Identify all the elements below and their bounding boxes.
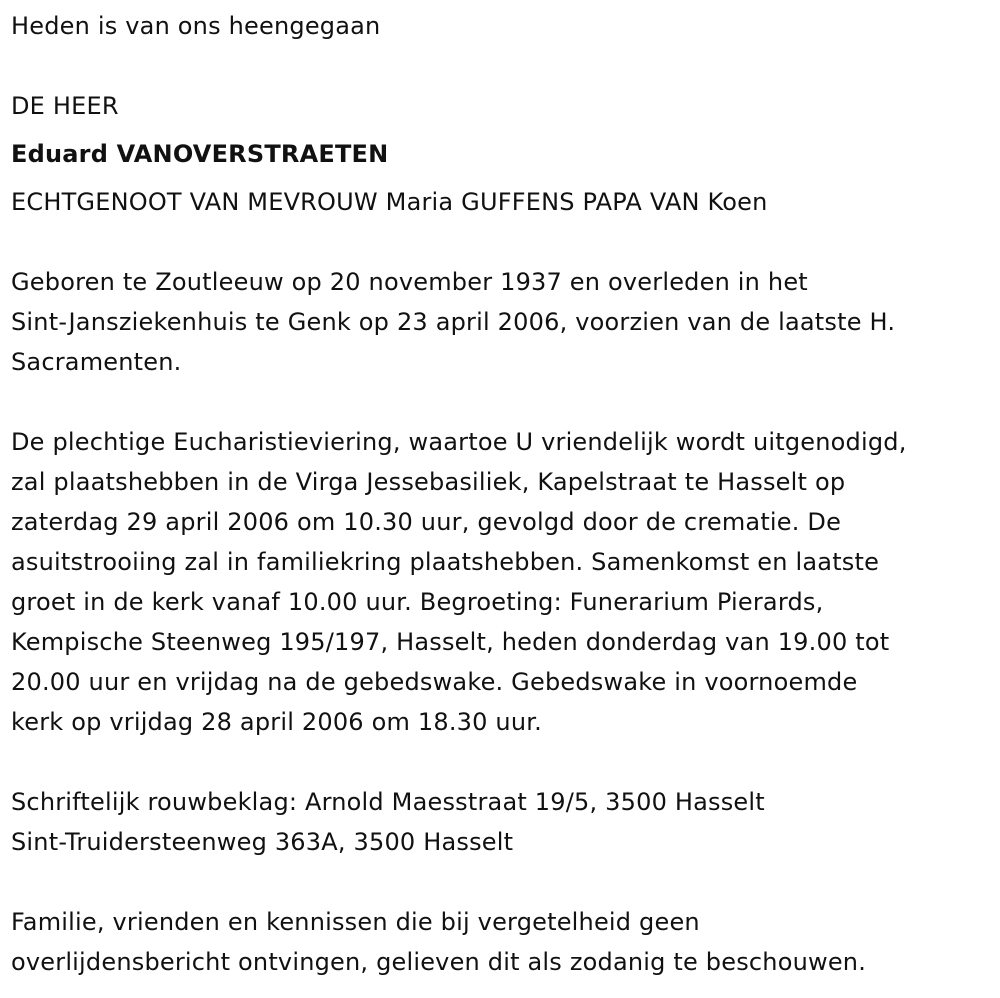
ceremony-line: groet in de kerk vanaf 10.00 uur. Begroeting: Funerarium Pierards, — [11, 588, 824, 616]
deceased-name: Eduard VANOVERSTRAETEN — [11, 140, 389, 168]
ceremony-line: zaterdag 29 april 2006 om 10.30 uur, gevolgd door de crematie. De — [11, 508, 842, 536]
birth-death-line: Sacramenten. — [11, 348, 182, 376]
ceremony-line: zal plaatshebben in de Virga Jessebasiliek, Kapelstraat te Hasselt op — [11, 468, 846, 496]
closing-line: Familie, vrienden en kennissen die bij vergetelheid geen — [11, 908, 700, 936]
relation-text: ECHTGENOOT VAN MEVROUW Maria GUFFENS PAPA VAN Koen — [11, 188, 768, 216]
title-text: DE HEER — [11, 92, 119, 120]
condolence-line: Schriftelijk rouwbeklag: Arnold Maesstraat 19/5, 3500 Hasselt — [11, 788, 765, 816]
condolence-line: Sint-Truidersteenweg 363A, 3500 Hasselt — [11, 828, 514, 856]
ceremony-line: De plechtige Eucharistieviering, waartoe U vriendelijk wordt uitgenodigd, — [11, 428, 907, 456]
birth-death-line: Sint-Jansziekenhuis te Genk op 23 april 2006, voorzien van de laatste H. — [11, 308, 896, 336]
ceremony-line: kerk op vrijdag 28 april 2006 om 18.30 uur. — [11, 708, 542, 736]
ceremony-line: asuitstrooiing zal in familiekring plaatshebben. Samenkomst en laatste — [11, 548, 880, 576]
intro-text: Heden is van ons heengegaan — [11, 12, 381, 40]
ceremony-line: 20.00 uur en vrijdag na de gebedswake. Gebedswake in voornoemde — [11, 668, 858, 696]
closing-line: overlijdensbericht ontvingen, gelieven dit als zodanig te beschouwen. — [11, 948, 867, 976]
birth-death-line: Geboren te Zoutleeuw op 20 november 1937 en overleden in het — [11, 268, 808, 296]
ceremony-line: Kempische Steenweg 195/197, Hasselt, heden donderdag van 19.00 tot — [11, 628, 890, 656]
